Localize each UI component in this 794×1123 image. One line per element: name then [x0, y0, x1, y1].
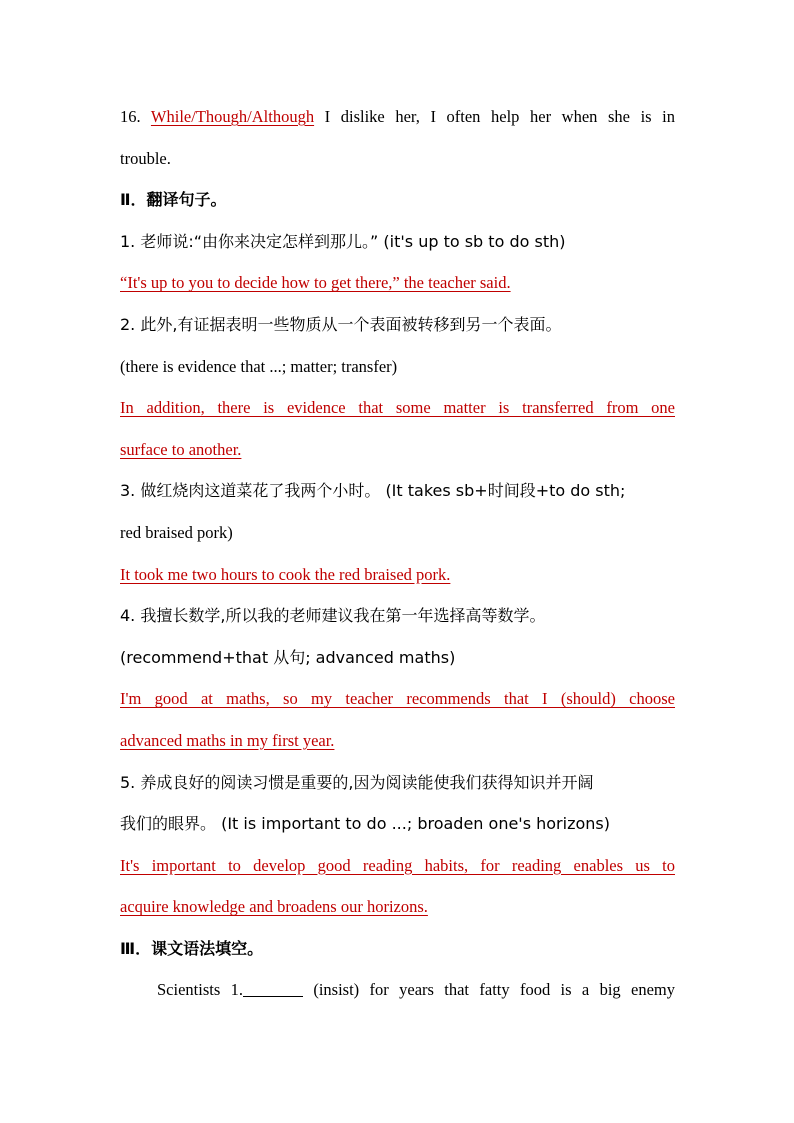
- question-16-line-1: [120, 96, 675, 138]
- translation-4-answer-line-1: [120, 678, 675, 720]
- section-3-heading: Ⅲ．课文语法填空。: [120, 938, 264, 958]
- translation-1-prompt: 1. 老师说:“由你来决定怎样到那儿。” (it's up to sb to do sth): [120, 231, 566, 251]
- translation-3-hint: red braised pork): [120, 522, 233, 542]
- answer-text: surface to another.: [120, 439, 242, 459]
- translation-1-answer: [120, 262, 675, 304]
- answer-text: advanced maths in my first year.: [120, 730, 335, 750]
- translation-5-answer-line-2: [120, 886, 675, 928]
- question-16-line-2: trouble.: [120, 148, 171, 168]
- answer-text: I'm good at maths, so my teacher recommends that I (should) choose: [120, 689, 675, 709]
- answer-text: acquire knowledge and broadens our horizons.: [120, 897, 428, 917]
- translation-3-prompt: 3. 做红烧肉这道菜花了我两个小时。 (It takes sb+时间段+to do sth;: [120, 481, 626, 501]
- document-page: [120, 96, 675, 1011]
- answer-text: While/Though/Although: [150, 107, 315, 126]
- translation-5-answer-line-1: [120, 845, 675, 887]
- section-2-heading: Ⅱ．翻译句子。: [120, 190, 227, 210]
- translation-2-hint: (there is evidence that ...; matter; transfer): [120, 356, 398, 376]
- translation-4-answer-line-2: [120, 720, 675, 762]
- answer-text: In addition, there is evidence that some matter is transferred from one: [120, 398, 675, 418]
- question-text: I dislike her, I often help her when she is in: [324, 107, 675, 126]
- cloze-text: Scientists 1.: [157, 980, 243, 1000]
- answer-text: “It's up to you to decide how to get there,” the teacher said.: [120, 273, 511, 293]
- translation-2-prompt: 2. 此外,有证据表明一些物质从一个表面被转移到另一个表面。: [120, 314, 562, 334]
- cloze-passage-line-1: [120, 969, 675, 1011]
- translation-3-answer: [120, 554, 675, 596]
- cloze-text: (insist) for years that fatty food is a big enemy: [313, 980, 675, 1000]
- translation-4-prompt: 4. 我擅长数学,所以我的老师建议我在第一年选择高等数学。: [120, 606, 546, 626]
- blank-1-input[interactable]: [243, 980, 303, 998]
- translation-5-prompt: 5. 养成良好的阅读习惯是重要的,因为阅读能使我们获得知识并开阔: [120, 772, 594, 792]
- translation-4-hint: (recommend+that 从句; advanced maths): [120, 647, 456, 667]
- answer-text: It's important to develop good reading habits, for reading enables us to: [120, 855, 675, 875]
- translation-5-hint: 我们的眼界。 (It is important to do ...; broaden one's horizons): [120, 814, 610, 834]
- answer-text: It took me two hours to cook the red braised pork.: [120, 564, 451, 584]
- question-number: 16.: [120, 107, 141, 126]
- translation-2-answer-line-1: [120, 387, 675, 429]
- translation-2-answer-line-2: [120, 429, 675, 471]
